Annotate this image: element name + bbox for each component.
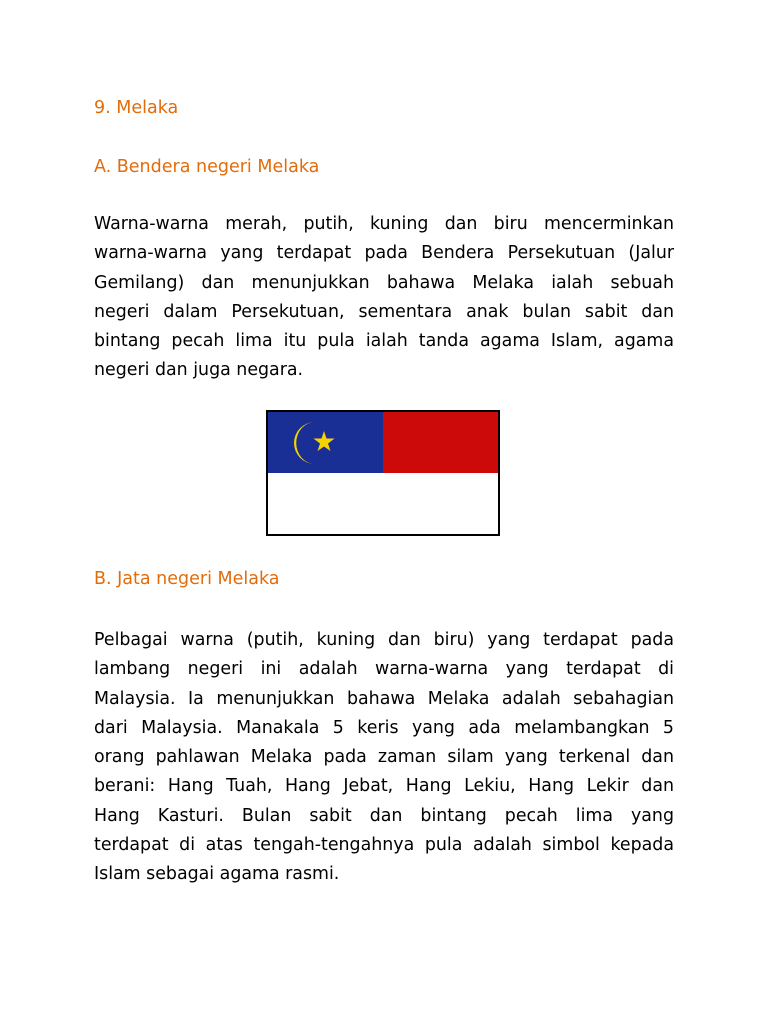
paragraph-line: Gemilang) dan menunjukkan bahawa Melaka ialah sebuah [94,272,674,293]
paragraph-line: lambang negeri ini adalah warna-warna yang terdapat di [94,659,674,680]
paragraph-line: bintang pecah lima itu pula ialah tanda agama Islam, agama [94,331,674,352]
paragraph-line: negeri dan juga negara. [94,360,304,381]
paragraph-line: Warna-warna merah, putih, kuning dan biru mencerminkan [94,214,674,234]
flag-white-stripe [268,473,498,534]
paragraph-line: dari Malaysia. Manakala 5 keris yang ada melambangkan 5 [94,717,674,738]
paragraph-line: Malaysia. Ia menunjukkan bahawa Melaka adalah sebahagian [94,688,674,709]
flag-red-stripe [383,412,498,473]
flag-graphic [268,412,498,534]
paragraph-line: Hang Kasturi. Bulan sabit dan bintang pecah lima yang [94,805,674,826]
paragraph-line: negeri dalam Persekutuan, sementara anak bulan sabit dan [94,301,674,322]
paragraph-line: Pelbagai warna (putih, kuning dan biru) yang terdapat pada [94,630,674,650]
paragraph-line: warna-warna yang terdapat pada Bendera Persekutuan (Jalur [94,243,674,264]
paragraph-line: orang pahlawan Melaka pada zaman silam yang terkenal dan [94,747,674,768]
melaka-flag [266,410,500,536]
part-b-paragraph [94,626,674,890]
paragraph-line: berani: Hang Tuah, Hang Jebat, Hang Lekiu, Hang Lekir dan [94,776,674,797]
paragraph-line: Islam sebagai agama rasmi. [94,864,340,885]
section-title: 9. Melaka [94,98,179,118]
paragraph-line: terdapat di atas tengah-tengahnya pula adalah simbol kepada [94,835,674,856]
part-a-heading: A. Bendera negeri Melaka [94,157,320,177]
part-b-heading: B. Jata negeri Melaka [94,569,280,589]
part-a-paragraph [94,210,674,386]
